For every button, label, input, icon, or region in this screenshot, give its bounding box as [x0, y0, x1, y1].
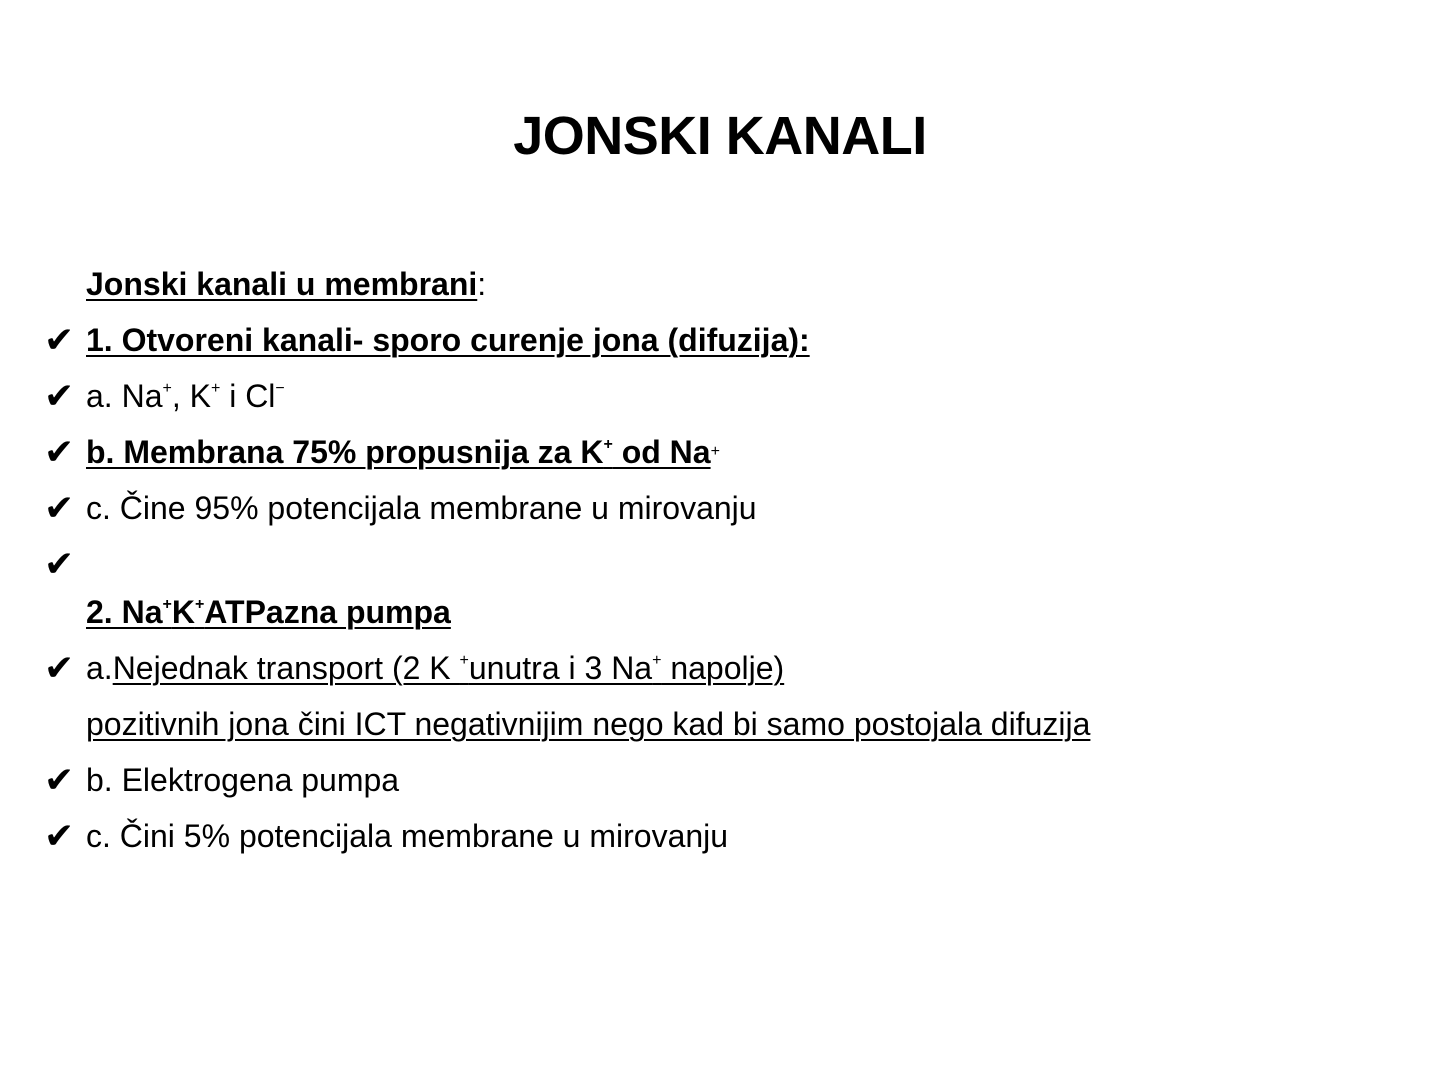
- intro-line: [44, 256, 486, 312]
- checkmark-icon: ✔: [44, 487, 75, 528]
- ions-text: a. Na+, K+ i Cl−: [86, 378, 285, 414]
- checkmark-icon: ✔: [44, 375, 75, 416]
- checkmark-icon: ✔: [44, 647, 75, 688]
- open-channels-heading: 1. Otvoreni kanali- sporo curenje jona (difuzija):: [86, 322, 810, 358]
- bullet-ions: [44, 368, 285, 424]
- transport-prefix: a.: [86, 650, 113, 686]
- checkmark-icon: ✔: [44, 543, 75, 584]
- checkmark-icon: ✔: [44, 319, 75, 360]
- slide-title: JONSKI KANALI: [513, 106, 927, 166]
- bullet-95-percent: [44, 480, 757, 536]
- bullet-permeability: ✔ b. Membrana 75% propusnija za K+ od Na +: [44, 431, 720, 472]
- checkmark-icon: ✔: [44, 759, 75, 800]
- checkmark-icon: ✔: [44, 431, 75, 472]
- bullet-electrogenic: [44, 752, 399, 808]
- percent-5-text: c. Čini 5% potencijala membrane u mirovanju: [86, 818, 729, 854]
- pump-heading-line: [44, 584, 451, 640]
- transport-continuation-text: pozitivnih jona čini ICT negativnijim nego kad bi samo postojala difuzija: [86, 706, 1091, 742]
- transport-continuation: [44, 696, 1090, 752]
- intro-colon: :: [477, 266, 487, 302]
- electrogenic-text: b. Elektrogena pumpa: [86, 762, 400, 798]
- intro-heading: Jonski kanali u membrani: [86, 266, 478, 302]
- percent-95-text: c. Čine 95% potencijala membrane u mirovanju: [86, 490, 757, 526]
- pump-heading: 2. Na+K+ATPazna pumpa: [86, 594, 451, 630]
- bullet-open-channels: [44, 312, 810, 368]
- permeability-text: b. Membrana 75% propusnija za K+ od Na: [86, 434, 711, 470]
- bullet-5-percent: [44, 808, 728, 864]
- bullet-transport: [44, 640, 784, 696]
- transport-text: Nejednak transport (2 K +unutra i 3 Na+ napolje): [112, 650, 785, 686]
- checkmark-icon: ✔: [44, 815, 75, 856]
